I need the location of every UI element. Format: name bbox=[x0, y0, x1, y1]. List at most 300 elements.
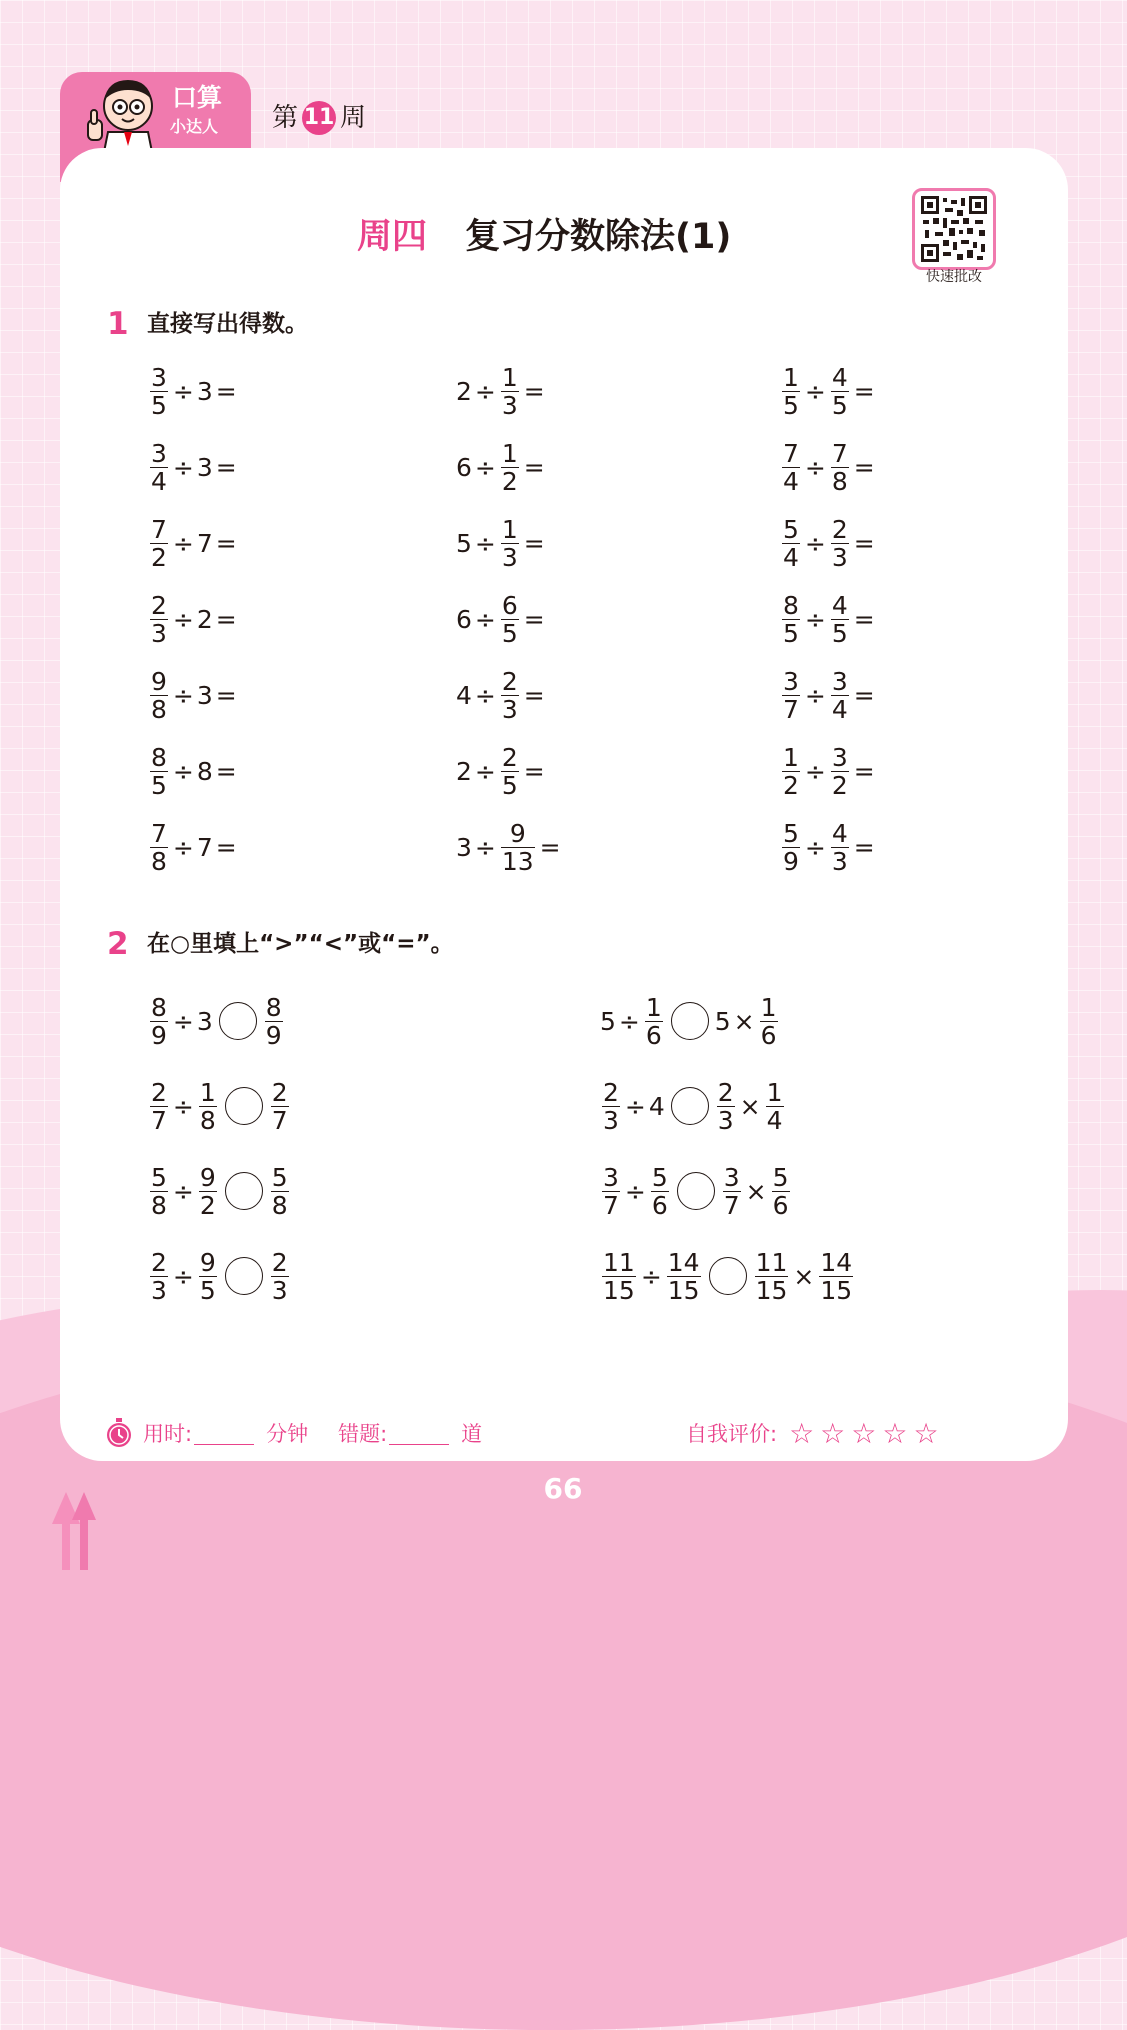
fraction-denominator: 9 bbox=[151, 1020, 167, 1050]
self-eval-stars[interactable]: ☆☆☆☆☆ bbox=[789, 1416, 945, 1450]
fraction bbox=[602, 1249, 636, 1304]
fraction-numerator: 2 bbox=[501, 742, 518, 772]
operator: ÷ bbox=[474, 756, 496, 786]
problem-item bbox=[456, 817, 634, 877]
equals-sign: = bbox=[539, 832, 561, 862]
fraction-numerator: 8 bbox=[151, 992, 167, 1022]
fraction-denominator: 8 bbox=[151, 846, 167, 876]
fraction-numerator: 5 bbox=[151, 1162, 167, 1192]
fraction bbox=[782, 516, 800, 571]
fraction-numerator: 3 bbox=[831, 742, 848, 772]
fraction-denominator: 13 bbox=[501, 846, 534, 876]
fraction-denominator: 5 bbox=[501, 618, 518, 648]
fraction-numerator: 8 bbox=[783, 590, 799, 620]
fraction-numerator: 3 bbox=[783, 666, 799, 696]
fraction bbox=[602, 1164, 620, 1219]
week-indicator bbox=[272, 98, 366, 138]
operator: ÷ bbox=[172, 680, 194, 710]
fraction-denominator: 3 bbox=[501, 390, 518, 420]
problem-item bbox=[780, 513, 948, 573]
fraction-denominator: 3 bbox=[717, 1105, 734, 1135]
fraction-numerator: 1 bbox=[501, 438, 518, 468]
equals-sign: = bbox=[215, 832, 237, 862]
equals-sign: = bbox=[853, 528, 875, 558]
fraction-numerator: 7 bbox=[783, 438, 799, 468]
answer-blank[interactable] bbox=[548, 604, 618, 634]
week-suffix: 周 bbox=[340, 103, 367, 133]
answer-blank[interactable] bbox=[548, 452, 618, 482]
number: 2 bbox=[456, 376, 472, 406]
fraction bbox=[831, 744, 849, 799]
equals-sign: = bbox=[523, 452, 545, 482]
answer-blank[interactable] bbox=[878, 832, 948, 862]
fraction bbox=[667, 1249, 701, 1304]
fraction-denominator: 8 bbox=[199, 1105, 216, 1135]
operator: ÷ bbox=[474, 832, 496, 862]
fraction-numerator: 2 bbox=[151, 1247, 167, 1277]
number: 3 bbox=[196, 1006, 213, 1036]
fraction-numerator: 3 bbox=[831, 666, 848, 696]
answer-blank[interactable] bbox=[548, 680, 618, 710]
fraction-numerator: 2 bbox=[271, 1077, 288, 1107]
equals-sign: = bbox=[523, 376, 545, 406]
fraction-denominator: 2 bbox=[501, 466, 518, 496]
page-number: 66 bbox=[543, 1472, 583, 1505]
fraction bbox=[265, 994, 283, 1049]
operator: × bbox=[739, 1091, 761, 1121]
fraction-numerator: 5 bbox=[783, 514, 799, 544]
fraction bbox=[723, 1164, 741, 1219]
fraction-numerator: 5 bbox=[772, 1162, 789, 1192]
fraction-numerator: 1 bbox=[645, 992, 662, 1022]
fraction-denominator: 2 bbox=[151, 542, 167, 572]
fraction bbox=[501, 820, 535, 875]
number: 4 bbox=[456, 680, 472, 710]
number: 6 bbox=[456, 604, 472, 634]
equals-sign: = bbox=[523, 756, 545, 786]
fraction-numerator: 2 bbox=[271, 1247, 288, 1277]
number: 5 bbox=[600, 1006, 616, 1036]
fraction-denominator: 2 bbox=[783, 770, 799, 800]
errors-blank[interactable] bbox=[389, 1422, 449, 1445]
answer-blank[interactable] bbox=[240, 528, 310, 558]
fraction-numerator: 3 bbox=[151, 362, 167, 392]
comparison-item bbox=[600, 1246, 855, 1306]
number: 7 bbox=[196, 528, 213, 558]
fraction bbox=[150, 744, 168, 799]
operator: ÷ bbox=[474, 528, 496, 558]
page-title bbox=[357, 212, 731, 262]
fraction-numerator: 7 bbox=[831, 438, 848, 468]
problem-item bbox=[148, 361, 310, 421]
fraction-numerator: 5 bbox=[783, 818, 799, 848]
fraction-denominator: 6 bbox=[645, 1020, 662, 1050]
problem-item bbox=[148, 437, 310, 497]
fraction-numerator: 4 bbox=[831, 818, 848, 848]
operator: ÷ bbox=[172, 604, 194, 634]
section2-number: 2 bbox=[107, 926, 129, 962]
fraction-numerator: 2 bbox=[831, 514, 848, 544]
fraction bbox=[782, 820, 800, 875]
fraction-denominator: 4 bbox=[783, 466, 799, 496]
number: 3 bbox=[196, 452, 213, 482]
equals-sign: = bbox=[523, 528, 545, 558]
problem-item bbox=[456, 589, 618, 649]
week-number-badge: 11 bbox=[302, 101, 336, 135]
fraction bbox=[782, 744, 800, 799]
fraction-numerator: 2 bbox=[151, 1077, 167, 1107]
answer-blank[interactable] bbox=[878, 528, 948, 558]
fraction bbox=[501, 516, 519, 571]
operator: ÷ bbox=[172, 376, 194, 406]
comparison-circle[interactable] bbox=[709, 1257, 747, 1295]
fraction-denominator: 8 bbox=[271, 1190, 288, 1220]
operator: ÷ bbox=[474, 680, 496, 710]
fraction-numerator: 11 bbox=[603, 1247, 635, 1277]
fraction bbox=[831, 364, 849, 419]
fraction bbox=[501, 744, 519, 799]
fraction-denominator: 7 bbox=[723, 1190, 740, 1220]
fraction-denominator: 4 bbox=[151, 466, 167, 496]
answer-blank[interactable] bbox=[548, 376, 618, 406]
fraction bbox=[150, 440, 168, 495]
equals-sign: = bbox=[523, 604, 545, 634]
fraction-numerator: 9 bbox=[199, 1247, 216, 1277]
problem-item bbox=[780, 817, 948, 877]
fraction-numerator: 7 bbox=[151, 514, 167, 544]
operator: ÷ bbox=[804, 680, 826, 710]
fraction bbox=[782, 592, 800, 647]
fraction bbox=[501, 364, 519, 419]
fraction bbox=[782, 668, 800, 723]
number: 3 bbox=[196, 680, 213, 710]
footer-time bbox=[105, 1416, 482, 1450]
answer-blank[interactable] bbox=[878, 756, 948, 786]
number: 2 bbox=[196, 604, 213, 634]
answer-blank[interactable] bbox=[878, 680, 948, 710]
fraction bbox=[602, 1079, 620, 1134]
fraction bbox=[271, 1249, 289, 1304]
fraction-denominator: 4 bbox=[783, 542, 799, 572]
fraction bbox=[150, 668, 168, 723]
comparison-item bbox=[600, 1161, 792, 1221]
comparison-item bbox=[600, 1076, 786, 1136]
fraction bbox=[150, 364, 168, 419]
fraction-numerator: 4 bbox=[831, 590, 848, 620]
fraction-numerator: 1 bbox=[199, 1077, 216, 1107]
problem-item bbox=[780, 589, 948, 649]
fraction-numerator: 14 bbox=[820, 1247, 853, 1277]
fraction-numerator: 3 bbox=[151, 438, 167, 468]
fraction-denominator: 3 bbox=[501, 542, 518, 572]
fraction bbox=[150, 592, 168, 647]
time-label: 用时: bbox=[143, 1422, 193, 1446]
fraction-numerator: 8 bbox=[265, 992, 282, 1022]
fraction bbox=[831, 668, 849, 723]
operator: ÷ bbox=[172, 1091, 194, 1121]
comparison-circle[interactable] bbox=[671, 1002, 709, 1040]
fraction-denominator: 5 bbox=[831, 618, 848, 648]
problem-item bbox=[780, 361, 948, 421]
fraction-numerator: 1 bbox=[766, 1077, 783, 1107]
header-tab-subtitle: 小达人 bbox=[170, 117, 219, 136]
fraction-denominator: 8 bbox=[831, 466, 848, 496]
number: 6 bbox=[456, 452, 472, 482]
fraction-denominator: 4 bbox=[766, 1105, 783, 1135]
answer-blank[interactable] bbox=[240, 604, 310, 634]
number: 5 bbox=[714, 1006, 731, 1036]
footer-self-eval bbox=[686, 1416, 945, 1450]
number: 3 bbox=[456, 832, 472, 862]
answer-blank[interactable] bbox=[240, 376, 310, 406]
operator: ÷ bbox=[618, 1006, 640, 1036]
operator: ÷ bbox=[804, 376, 826, 406]
mascot-boy-icon bbox=[82, 74, 162, 152]
fraction bbox=[819, 1249, 853, 1304]
operator: ÷ bbox=[474, 376, 496, 406]
comparison-item bbox=[600, 991, 780, 1051]
fraction-numerator: 7 bbox=[151, 818, 167, 848]
problem-item bbox=[148, 741, 310, 801]
fraction-denominator: 7 bbox=[151, 1105, 167, 1135]
number: 2 bbox=[456, 756, 472, 786]
fraction bbox=[651, 1164, 669, 1219]
equals-sign: = bbox=[215, 376, 237, 406]
fraction-denominator: 5 bbox=[783, 618, 799, 648]
fraction-denominator: 6 bbox=[760, 1020, 777, 1050]
fraction bbox=[501, 592, 519, 647]
comparison-circle[interactable] bbox=[219, 1002, 257, 1040]
fraction bbox=[150, 1249, 168, 1304]
comparison-circle[interactable] bbox=[225, 1087, 263, 1125]
fraction-denominator: 5 bbox=[151, 390, 167, 420]
fraction-denominator: 5 bbox=[199, 1275, 216, 1305]
fraction-denominator: 3 bbox=[151, 1275, 167, 1305]
fraction-numerator: 1 bbox=[783, 362, 799, 392]
answer-blank[interactable] bbox=[548, 756, 618, 786]
answer-blank[interactable] bbox=[240, 832, 310, 862]
stopwatch-icon bbox=[105, 1418, 133, 1448]
fraction-numerator: 9 bbox=[151, 666, 167, 696]
equals-sign: = bbox=[215, 680, 237, 710]
fraction-denominator: 3 bbox=[831, 542, 848, 572]
fraction bbox=[501, 440, 519, 495]
page-title-topic: 复习分数除法(1) bbox=[465, 217, 732, 257]
fraction bbox=[150, 994, 168, 1049]
comparison-item bbox=[148, 1076, 291, 1136]
equals-sign: = bbox=[853, 832, 875, 862]
operator: ÷ bbox=[172, 1006, 194, 1036]
fraction bbox=[199, 1164, 217, 1219]
comparison-item bbox=[148, 991, 285, 1051]
problem-item bbox=[148, 513, 310, 573]
fraction-numerator: 1 bbox=[501, 514, 518, 544]
operator: ÷ bbox=[172, 528, 194, 558]
fraction-denominator: 9 bbox=[783, 846, 799, 876]
problem-item bbox=[148, 817, 310, 877]
fraction-denominator: 8 bbox=[151, 694, 167, 724]
comparison-item bbox=[148, 1246, 291, 1306]
operator: ÷ bbox=[804, 756, 826, 786]
fraction bbox=[271, 1164, 289, 1219]
fraction bbox=[150, 1164, 168, 1219]
operator: ÷ bbox=[804, 528, 826, 558]
fraction-denominator: 6 bbox=[772, 1190, 789, 1220]
fraction bbox=[199, 1249, 217, 1304]
fraction-denominator: 15 bbox=[667, 1275, 700, 1305]
fraction-numerator: 2 bbox=[501, 666, 518, 696]
fraction-numerator: 9 bbox=[509, 818, 526, 848]
fraction bbox=[150, 516, 168, 571]
answer-blank[interactable] bbox=[878, 604, 948, 634]
fraction-denominator: 3 bbox=[501, 694, 518, 724]
fraction bbox=[501, 668, 519, 723]
section2-instruction: 在○里填上“>”“<”或“=”。 bbox=[147, 931, 454, 957]
operator: × bbox=[745, 1176, 767, 1206]
operator: ÷ bbox=[804, 452, 826, 482]
fraction-numerator: 3 bbox=[723, 1162, 740, 1192]
fraction-denominator: 3 bbox=[271, 1275, 288, 1305]
fraction-numerator: 14 bbox=[667, 1247, 700, 1277]
equals-sign: = bbox=[215, 604, 237, 634]
errors-unit: 道 bbox=[461, 1422, 483, 1446]
fraction bbox=[772, 1164, 790, 1219]
operator: ÷ bbox=[172, 756, 194, 786]
operator: ÷ bbox=[624, 1091, 646, 1121]
comparison-circle[interactable] bbox=[225, 1172, 263, 1210]
operator: ÷ bbox=[172, 832, 194, 862]
fraction-denominator: 15 bbox=[603, 1275, 635, 1305]
number: 5 bbox=[456, 528, 472, 558]
operator: × bbox=[793, 1261, 815, 1291]
equals-sign: = bbox=[853, 604, 875, 634]
fraction-denominator: 7 bbox=[271, 1105, 288, 1135]
fraction bbox=[831, 592, 849, 647]
operator: ÷ bbox=[172, 1176, 194, 1206]
self-eval-label: 自我评价: bbox=[686, 1422, 778, 1446]
fraction-numerator: 5 bbox=[271, 1162, 288, 1192]
answer-blank[interactable] bbox=[240, 680, 310, 710]
answer-blank[interactable] bbox=[564, 832, 634, 862]
problem-item bbox=[148, 589, 310, 649]
comparison-circle[interactable] bbox=[671, 1087, 709, 1125]
fraction-numerator: 6 bbox=[501, 590, 518, 620]
operator: ÷ bbox=[172, 452, 194, 482]
problem-item bbox=[456, 741, 618, 801]
number: 8 bbox=[196, 756, 213, 786]
section1-number: 1 bbox=[107, 306, 129, 342]
operator: ÷ bbox=[640, 1261, 662, 1291]
time-blank[interactable] bbox=[194, 1422, 254, 1445]
fraction bbox=[755, 1249, 789, 1304]
fraction bbox=[766, 1079, 784, 1134]
fraction bbox=[831, 516, 849, 571]
fraction-denominator: 5 bbox=[151, 770, 167, 800]
problem-item bbox=[780, 665, 948, 725]
fraction bbox=[782, 440, 800, 495]
answer-blank[interactable] bbox=[548, 528, 618, 558]
fraction bbox=[150, 820, 168, 875]
answer-blank[interactable] bbox=[878, 452, 948, 482]
errors-label: 错题: bbox=[338, 1422, 388, 1446]
fraction-denominator: 4 bbox=[831, 694, 848, 724]
fraction bbox=[831, 820, 849, 875]
problem-item bbox=[456, 513, 618, 573]
equals-sign: = bbox=[215, 756, 237, 786]
fraction-numerator: 5 bbox=[651, 1162, 668, 1192]
fraction-numerator: 2 bbox=[717, 1077, 734, 1107]
number: 4 bbox=[648, 1091, 665, 1121]
equals-sign: = bbox=[215, 452, 237, 482]
fraction-denominator: 15 bbox=[820, 1275, 853, 1305]
fraction-numerator: 4 bbox=[831, 362, 848, 392]
fraction-denominator: 7 bbox=[603, 1190, 619, 1220]
comparison-circle[interactable] bbox=[225, 1257, 263, 1295]
page-title-day: 周四 bbox=[357, 217, 428, 257]
problem-item bbox=[456, 437, 618, 497]
operator: ÷ bbox=[804, 604, 826, 634]
equals-sign: = bbox=[853, 680, 875, 710]
fraction-denominator: 9 bbox=[265, 1020, 282, 1050]
fraction-numerator: 11 bbox=[755, 1247, 788, 1277]
fraction-denominator: 2 bbox=[831, 770, 848, 800]
problem-item bbox=[148, 665, 310, 725]
operator: ÷ bbox=[624, 1176, 646, 1206]
arrow-decoration-icon bbox=[52, 1492, 98, 1570]
problem-item bbox=[456, 361, 618, 421]
fraction-denominator: 5 bbox=[501, 770, 518, 800]
fraction-denominator: 3 bbox=[151, 618, 167, 648]
fraction-numerator: 1 bbox=[783, 742, 799, 772]
answer-blank[interactable] bbox=[240, 756, 310, 786]
equals-sign: = bbox=[853, 756, 875, 786]
fraction-numerator: 3 bbox=[603, 1162, 619, 1192]
fraction bbox=[717, 1079, 735, 1134]
fraction-denominator: 5 bbox=[831, 390, 848, 420]
fraction bbox=[271, 1079, 289, 1134]
fraction-denominator: 5 bbox=[783, 390, 799, 420]
header-tab-title: 口算 bbox=[172, 83, 223, 112]
problem-item bbox=[456, 665, 618, 725]
section1-instruction: 直接写出得数。 bbox=[147, 311, 308, 337]
time-unit: 分钟 bbox=[266, 1422, 309, 1446]
operator: × bbox=[733, 1006, 755, 1036]
number: 7 bbox=[196, 832, 213, 862]
fraction-numerator: 9 bbox=[199, 1162, 216, 1192]
operator: ÷ bbox=[172, 1261, 194, 1291]
fraction bbox=[150, 1079, 168, 1134]
equals-sign: = bbox=[523, 680, 545, 710]
fraction bbox=[199, 1079, 217, 1134]
comparison-item bbox=[148, 1161, 291, 1221]
operator: ÷ bbox=[474, 604, 496, 634]
equals-sign: = bbox=[853, 452, 875, 482]
comparison-circle[interactable] bbox=[677, 1172, 715, 1210]
fraction bbox=[782, 364, 800, 419]
qr-code[interactable] bbox=[912, 188, 996, 270]
answer-blank[interactable] bbox=[240, 452, 310, 482]
fraction-denominator: 15 bbox=[755, 1275, 788, 1305]
operator: ÷ bbox=[474, 452, 496, 482]
fraction-denominator: 2 bbox=[199, 1190, 216, 1220]
problem-item bbox=[780, 741, 948, 801]
fraction bbox=[831, 440, 849, 495]
answer-blank[interactable] bbox=[878, 376, 948, 406]
fraction-numerator: 1 bbox=[501, 362, 518, 392]
fraction-numerator: 2 bbox=[603, 1077, 619, 1107]
week-prefix: 第 bbox=[272, 103, 299, 133]
qr-label: 快速批改 bbox=[926, 269, 982, 285]
